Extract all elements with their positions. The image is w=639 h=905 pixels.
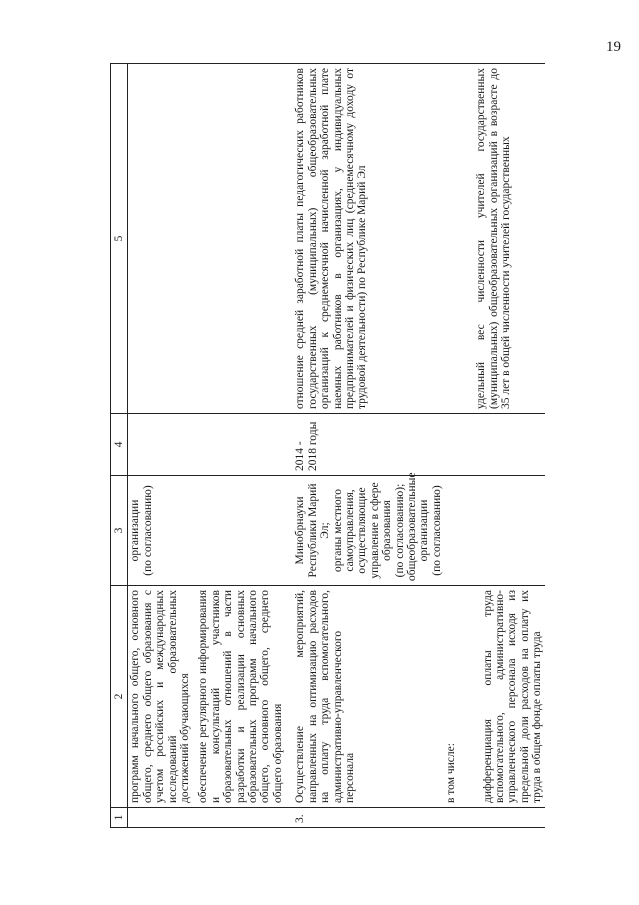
header-col-5: 5 bbox=[111, 64, 128, 414]
header-col-4: 4 bbox=[111, 414, 128, 476]
responsible-line: Минобрнауки bbox=[294, 496, 307, 565]
cell-num bbox=[128, 808, 285, 828]
cell-responsible bbox=[444, 476, 544, 586]
cell-measure bbox=[128, 586, 285, 808]
cell-period bbox=[128, 414, 285, 476]
responsible-line: (по согласованию) bbox=[141, 485, 154, 576]
page-number: 19 bbox=[606, 39, 621, 55]
indicator-young-teachers: удельный вес численности учителей государственных (муниципальных) общеобразовательных организаций в возрасте до 35 лет в общей численности учителей государственных bbox=[475, 68, 512, 409]
measure-text-continued: программ начального общего, основного общего, среднего общего образования с учетом российских и международных исследований образовательных достижений обучающихся bbox=[129, 590, 192, 803]
indicator-salary-ratio: отношение средней заработной платы педагогических работников государственных (муниципальных) общеобразовательных организаций к среднемесячной начисленной заработной плате наемных работников в организациях, у индивидуальных предпринимателей и физических лиц (среднемесячному доходу от трудовой деятельности) по Республике Марий Эл bbox=[293, 64, 444, 414]
responsible-line: управление в сфере bbox=[368, 482, 381, 579]
responsible-line: образования bbox=[381, 500, 394, 561]
responsible-line: организации bbox=[129, 499, 142, 562]
responsible-line: самоуправления, bbox=[343, 489, 356, 572]
row-number: 3. bbox=[293, 808, 444, 828]
responsible-line: (по согласованию) bbox=[430, 485, 443, 576]
rotated-table-wrapper bbox=[110, 64, 590, 828]
table-row bbox=[444, 64, 544, 828]
responsible-line: Республики Марий Эл; bbox=[306, 483, 332, 578]
measure-text-optimization: Осуществление мероприятий, направленных на оптимизацию расходов на оплату труда вспомогательного, административно-управленческого персонала bbox=[293, 586, 444, 808]
responsible-line: органы местного bbox=[331, 489, 344, 572]
header-col-2: 2 bbox=[111, 586, 128, 808]
responsible-line: организации bbox=[418, 499, 431, 562]
cell-responsible-list bbox=[293, 472, 444, 586]
cell-responsible bbox=[128, 476, 285, 586]
cell-period bbox=[444, 414, 544, 476]
measure-text-differentiation: дифференциация оплаты труда вспомогательного, административно-управленческого персонала исходя из предельной доли расходов на оплату их труда в общем фонде оплаты труда bbox=[481, 590, 544, 803]
cell-measure bbox=[444, 586, 544, 808]
header-col-3: 3 bbox=[111, 476, 128, 586]
responsible-line: (по согласованию); bbox=[393, 483, 406, 578]
table-row bbox=[128, 64, 285, 828]
responsible-line: общеобразовательные bbox=[405, 472, 418, 581]
header-col-1: 1 bbox=[111, 808, 128, 828]
cell-indicator bbox=[444, 64, 544, 414]
including-label: в том числе: bbox=[445, 743, 458, 803]
table-row bbox=[293, 64, 444, 828]
cell-indicator bbox=[128, 64, 285, 414]
cell-num bbox=[444, 808, 544, 828]
table-header-row bbox=[111, 64, 128, 828]
measure-text-informing: обеспечение регулярного информирования и консультаций участников образовательных отношений в части разработки и реализации основных образовательных программ начального общего, основного общего, среднего общего образования bbox=[197, 590, 284, 803]
responsible-line: осуществляющие bbox=[356, 487, 369, 574]
period-text: 2014 - 2018 годы bbox=[293, 414, 444, 476]
measures-table bbox=[110, 63, 545, 828]
